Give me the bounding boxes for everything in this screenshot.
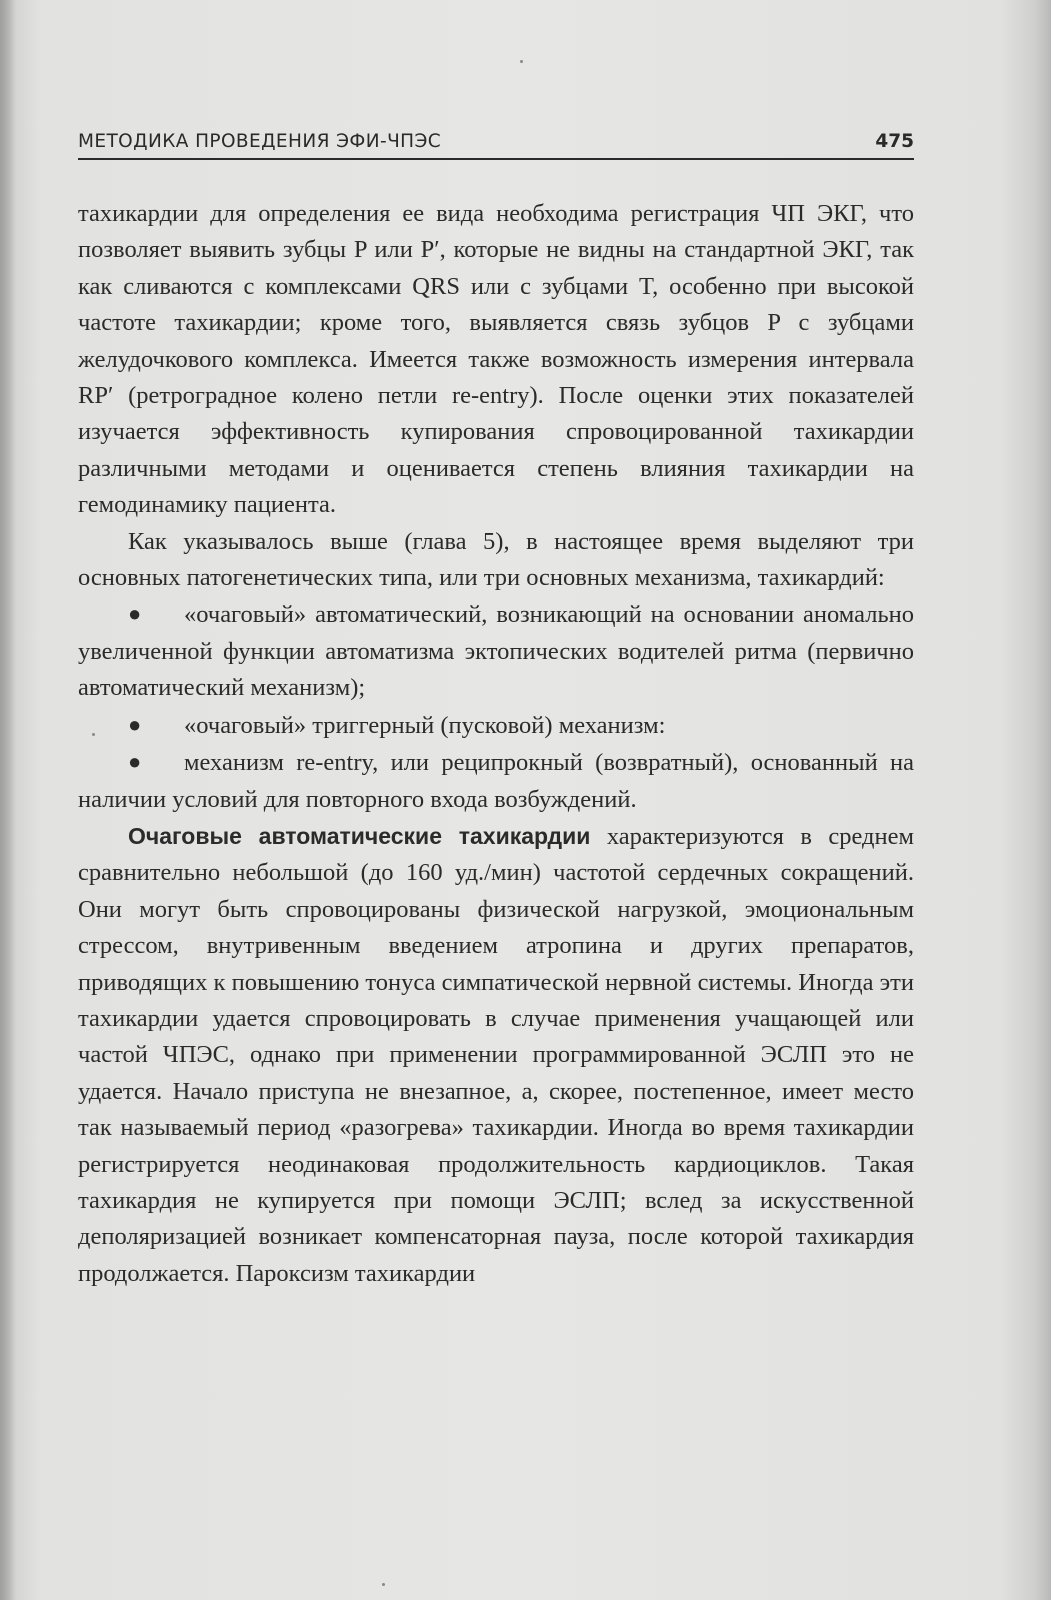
list-item	[78, 744, 914, 818]
paragraph-continued: тахикардии для определения ее вида необходима регистрация ЧП ЭКГ, что позволяет выявить зубцы P или P′, которые не видны на стандартной ЭКГ, так как сливаются с комплексами QRS или с зубцами T, особенно при высокой частоте тахикардии; кроме того, выявляется связь зубцов P с зубцами желудочкового комплекса. Имеется также возможность измерения интервала RP′ (ретроградное колено петли re-entry). После оценки этих показателей изучается эффективность купирования спровоцированной тахикардии различными методами и оценивается степень влияния тахикардии на гемодинамику пациента.	[78, 200, 914, 519]
body-text	[78, 196, 914, 1292]
bullet-icon: ●	[128, 601, 142, 627]
bullet-icon: ●	[128, 749, 142, 775]
list-item	[78, 596, 914, 706]
paragraph-mechanisms-intro: Как указывалось выше (глава 5), в настоящее время выделяют три основных патогенетических типа, или три основных механизма, тахикардий:	[78, 527, 914, 592]
running-title: МЕТОДИКА ПРОВЕДЕНИЯ ЭФИ-ЧПЭС	[78, 131, 442, 152]
scan-speck	[520, 60, 523, 63]
paragraph-text: характеризуются в среднем сравнительно небольшой (до 160 уд./мин) частотой сердечных сокращений. Они могут быть спровоцированы физической нагрузкой, эмоциональным стрессом, внутривенным введением атропина и других препаратов, приводящих к повышению тонуса симпатической нервной системы. Иногда эти тахикардии удается спровоцировать в случае применения учащающей или частой ЧПЭС, однако при применении программированной ЭСЛП это не удается. Начало приступа не внезапное, а, скорее, постепенное, имеет место так называемый период «разогрева» тахикардии. Иногда во время тахикардии регистрируется неодинаковая продолжительность кардиоциклов. Такая тахикардия не купируется при помощи ЭСЛП; вслед за искусственной деполяризацией возникает компенсаторная пауза, после которой тахикардия продолжается. Пароксизм тахикардии	[78, 822, 914, 1287]
list-item-text: «очаговый» триггерный (пусковой) механизм:	[184, 711, 666, 739]
scan-speck	[382, 1583, 385, 1586]
bold-term: Очаговые автоматические тахикардии	[128, 822, 591, 849]
page-number: 475	[875, 131, 914, 152]
bullet-icon: ●	[128, 711, 142, 737]
spine-shadow	[0, 0, 16, 1600]
list-item-text: механизм re-entry, или реципрокный (возвратный), основанный на наличии условий для повторного входа возбуждений.	[78, 749, 914, 813]
list-item	[78, 707, 914, 744]
list-item-text: «очаговый» автоматический, возникающий на основании аномально увеличенной функции автоматизма эктопических водителей ритма (первично автоматический механизм);	[78, 601, 914, 702]
mechanism-list	[78, 596, 914, 817]
running-header	[78, 128, 914, 160]
paragraph-focal-automatic	[78, 818, 914, 1292]
